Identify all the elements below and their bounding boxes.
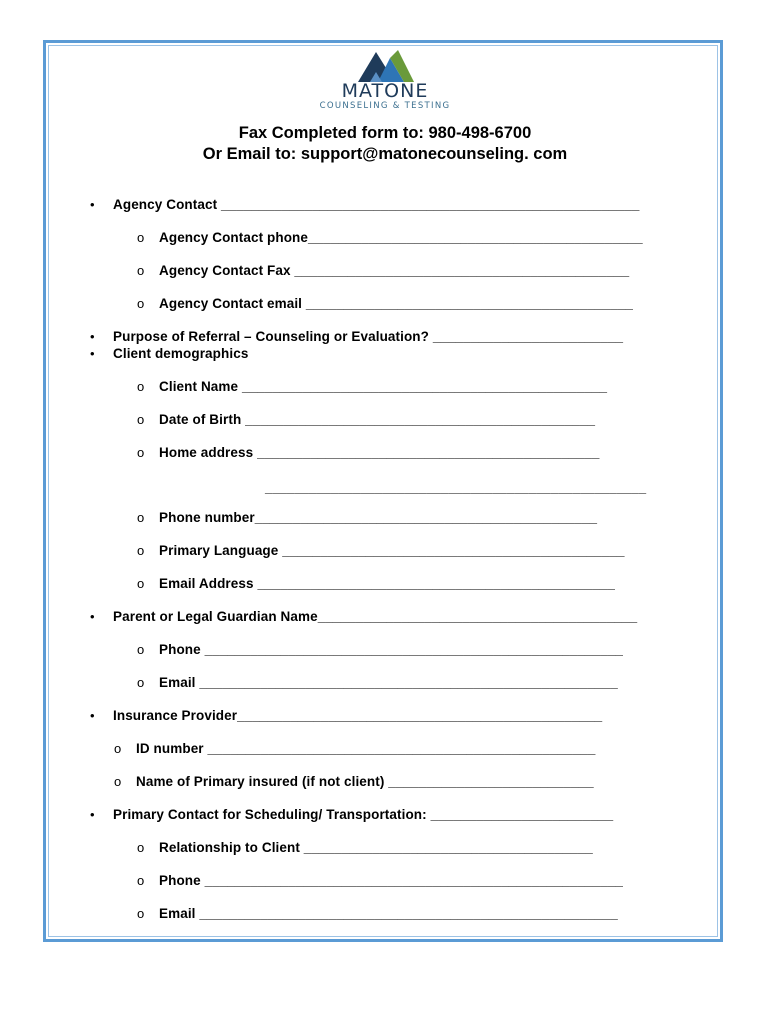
date-of-birth-field[interactable]: Date of Birth ______________________________________________ [159, 412, 596, 427]
home-address-line2-field[interactable]: ____________________________________________________ [265, 480, 647, 495]
circle-bullet-icon: o [137, 642, 145, 657]
guardian-phone-field[interactable]: Phone _______________________________________________________ [159, 642, 624, 657]
phone-number-field[interactable]: Phone number_____________________________________________ [159, 510, 598, 525]
bullet-icon: • [90, 609, 95, 624]
circle-bullet-icon: o [137, 263, 145, 278]
logo-subtitle: COUNSELING & TESTING [319, 101, 451, 111]
logo-name: MATONE [341, 80, 429, 102]
contact-email-field[interactable]: Email _______________________________________________________ [159, 906, 618, 921]
primary-insured-field[interactable]: Name of Primary insured (if not client) ___________________________ [136, 774, 594, 789]
circle-bullet-icon: o [137, 840, 145, 855]
bullet-icon: • [90, 346, 95, 361]
circle-bullet-icon: o [137, 230, 145, 245]
circle-bullet-icon: o [137, 412, 145, 427]
agency-contact-field[interactable]: Agency Contact _______________________________________________________ [113, 197, 640, 212]
circle-bullet-icon: o [137, 543, 145, 558]
circle-bullet-icon: o [114, 774, 122, 789]
circle-bullet-icon: o [137, 906, 145, 921]
mountain-logo-icon [356, 48, 416, 82]
circle-bullet-icon: o [137, 675, 145, 690]
contact-phone-field[interactable]: Phone _______________________________________________________ [159, 873, 624, 888]
circle-bullet-icon: o [114, 741, 122, 756]
primary-contact-field[interactable]: Primary Contact for Scheduling/ Transportation: ________________________ [113, 807, 614, 822]
primary-language-field[interactable]: Primary Language _____________________________________________ [159, 543, 625, 558]
client-demographics-label: Client demographics [113, 346, 249, 361]
insurance-provider-field[interactable]: Insurance Provider________________________________________________ [113, 708, 603, 723]
bullet-icon: • [90, 197, 95, 212]
home-address-field[interactable]: Home address _____________________________________________ [159, 445, 600, 460]
circle-bullet-icon: o [137, 445, 145, 460]
email-heading: Or Email to: support@matonecounseling. com [202, 145, 568, 163]
agency-contact-phone-field[interactable]: Agency Contact phone____________________________________________ [159, 230, 643, 245]
circle-bullet-icon: o [137, 510, 145, 525]
circle-bullet-icon: o [137, 379, 145, 394]
circle-bullet-icon: o [137, 296, 145, 311]
bullet-icon: • [90, 807, 95, 822]
agency-contact-email-field[interactable]: Agency Contact email ___________________________________________ [159, 296, 634, 311]
bullet-icon: • [90, 329, 95, 344]
purpose-of-referral-field[interactable]: Purpose of Referral – Counseling or Evaluation? _________________________ [113, 329, 624, 344]
id-number-field[interactable]: ID number ___________________________________________________ [136, 741, 596, 756]
guardian-name-field[interactable]: Parent or Legal Guardian Name__________________________________________ [113, 609, 638, 624]
email-address-field[interactable]: Email Address _______________________________________________ [159, 576, 616, 591]
circle-bullet-icon: o [137, 873, 145, 888]
matone-logo [310, 46, 460, 110]
bullet-icon: • [90, 708, 95, 723]
fax-heading: Fax Completed form to: 980-498-6700 [238, 124, 532, 142]
client-name-field[interactable]: Client Name ________________________________________________ [159, 379, 608, 394]
circle-bullet-icon: o [137, 576, 145, 591]
relationship-to-client-field[interactable]: Relationship to Client ______________________________________ [159, 840, 593, 855]
agency-contact-fax-field[interactable]: Agency Contact Fax ____________________________________________ [159, 263, 630, 278]
guardian-email-field[interactable]: Email _______________________________________________________ [159, 675, 618, 690]
